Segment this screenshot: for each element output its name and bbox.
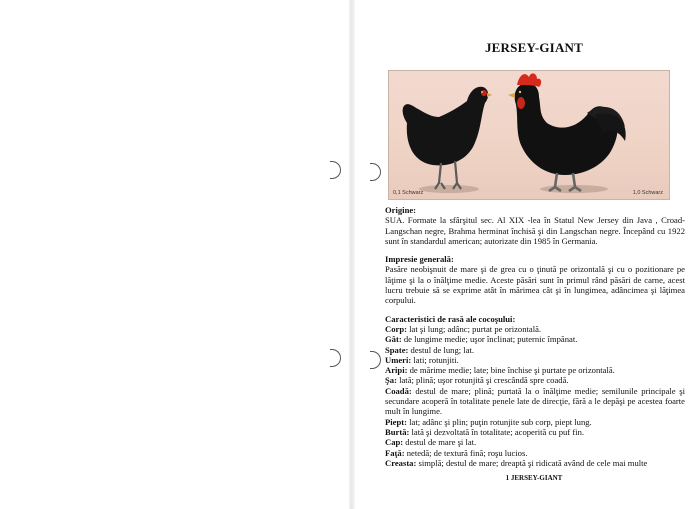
trait-row [385, 386, 685, 417]
trait-label: Corp: [385, 323, 407, 334]
trait-text: simplă; destul de mare; dreaptă şi ridicată având de cele mai multe [416, 457, 648, 468]
trait-text: destul de mare; plină; purtată la o înălţime medie; semilunile principale şi secundare acoperă în totalitate penele late de direcţie, fără a le depăşi pe acestea foarte mult în lungime. [385, 385, 685, 417]
trait-text: de lungime medie; uşor înclinat; puternic împănat. [401, 334, 578, 345]
trait-text: lati; rotunjiti. [411, 354, 459, 365]
trait-label: Creasta: [385, 457, 417, 468]
section-title-origin: Origine: [385, 205, 417, 215]
trait-label: Şa: [385, 375, 397, 386]
trait-row [385, 458, 685, 468]
trait-text: lată şi dezvoltată în totalitate; acoperită cu puf fin. [409, 426, 585, 437]
trait-text: lată; plină; uşor rotunjită şi crescândă spre coadă. [396, 375, 569, 386]
trait-text: destul de lung; lat. [408, 344, 475, 355]
page-title: JERSEY-GIANT [484, 40, 583, 55]
hen-icon [403, 87, 492, 189]
trait-text: lat; adânc şi plin; puţin rotunjite sub corp, piept lung. [406, 416, 592, 427]
trait-row [385, 345, 685, 355]
trait-row [385, 427, 685, 437]
trait-row [385, 324, 685, 334]
trait-row [385, 417, 685, 427]
rooster-icon [508, 73, 626, 191]
section-title-impression: Impresie generală: [385, 254, 454, 265]
trait-label: Burtă: [385, 426, 410, 437]
trait-label: Umeri: [385, 354, 412, 365]
trait-label: Faţă: [385, 447, 405, 458]
trait-text: de mărime medie; late; bine închise şi purtate pe orizontală. [407, 365, 615, 376]
trait-label: Spate: [385, 344, 409, 355]
punch-hole-mark [330, 161, 341, 179]
breed-photo [388, 70, 670, 200]
page-fold-edge [349, 0, 355, 509]
trait-row [385, 334, 685, 344]
photo-caption-right: 1,0 Schwarz [632, 190, 663, 196]
trait-row [385, 375, 685, 385]
photo-caption-left: 0,1 Schwarz [393, 190, 424, 196]
trait-label: Aripi: [385, 365, 408, 376]
document-page [378, 0, 690, 509]
trait-text: destul de mare şi lat. [403, 437, 477, 448]
trait-row [385, 365, 685, 375]
punch-hole-mark [330, 349, 341, 367]
trait-text: netedă; de textură fină; roşu lucios. [404, 447, 528, 458]
trait-label: Cap: [385, 437, 404, 448]
trait-label: Piept: [385, 416, 407, 427]
trait-label: Gât: [385, 334, 402, 345]
trait-row [385, 437, 685, 447]
chickens-illustration [389, 71, 669, 199]
origin-text: SUA. Formate la sfârşitul sec. Al XIX -lea în Statul New Jersey din Java , Croad-Langschan negre, Brahma herminat închisă şi din Langschan negre. Începând cu 1922 sunt în standardul american; autorizate din 1985 în Germania. [385, 215, 685, 246]
section-title-traits: Caracteristici de rasă ale cocoşului: [385, 313, 516, 324]
impression-text: Pasăre neobişnuit de mare şi de grea cu o ţinută pe orizontală şi cu o pozitionare pe lăţime şi la o înălţime medie. Aceste păsări sunt în primul rând păsări de carne, acest lucru trebuie să se exprime atât în mărimea cât şi în lungimea, adâncimea şi lăţimea corpului. [385, 264, 685, 306]
trait-text: lat şi lung; adânc; purtat pe orizontală. [406, 323, 542, 334]
trait-label: Coadă: [385, 385, 412, 396]
trait-row [385, 355, 685, 365]
page-footer: 1 JERSEY-GIANT [505, 474, 563, 482]
trait-row [385, 448, 685, 458]
breed-description [385, 205, 685, 468]
